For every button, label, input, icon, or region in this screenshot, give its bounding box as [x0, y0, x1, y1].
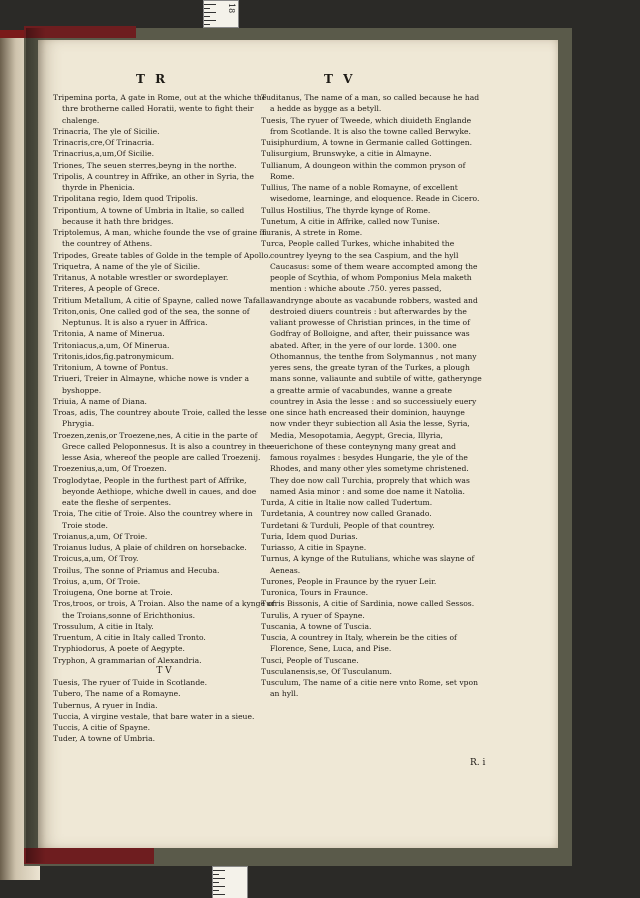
dictionary-entry: Turia, Idem quod Durias.	[261, 531, 358, 541]
dictionary-entry: Triteres, A people of Grece.	[53, 284, 160, 294]
ruler-tick	[213, 870, 225, 871]
dictionary-entry: Tryphon, A grammarian of Alexandria.	[53, 655, 202, 665]
ruler-tick	[213, 890, 219, 891]
dictionary-entry: Turda, A citie in Italie now called Tudertum.	[261, 498, 433, 507]
ruler-tick	[213, 882, 219, 883]
dictionary-entry: Trinacria, The yle of Sicilie.	[53, 126, 160, 136]
dictionary-entry: Troiugena, One borne at Troie.	[53, 588, 173, 597]
ruler-tick	[204, 4, 216, 5]
dictionary-entry: Trinacris,cre,Of Trinacria.	[53, 138, 155, 147]
ruler-tick	[204, 24, 210, 25]
ruler-tick	[204, 12, 216, 13]
dictionary-entry: Tritoniacus,a,um, Of Minerua.	[53, 340, 170, 350]
dictionary-entry: Tryphiodorus, A poete of Aegypte.	[53, 644, 185, 654]
ruler-tick	[213, 894, 225, 895]
gutter-shadow	[26, 28, 46, 863]
dictionary-entry: Tripolitana regio, Idem quod Tripolis.	[53, 194, 198, 204]
dictionary-entry: Tuesis, The ryuer of Tuide in Scotlande.	[53, 678, 208, 687]
dictionary-entry: Tripontium, A towne of Umbria in Italie, so called because it hath thre bridges.	[53, 205, 245, 226]
dictionary-entry: Tusculum, The name of a citie nere vnto Rome, set vpon an hyll.	[261, 678, 478, 699]
dictionary-entry: Troglodytae, People in the furthest part of Affrike, beyonde Aethiope, whiche dwell in caues, and doe eate the fleshe of serpentes.	[53, 475, 257, 507]
signature-mark: R. i	[470, 758, 486, 768]
ruler-tick	[213, 874, 219, 875]
dictionary-entry: Tullius, The name of a noble Romayne, of excellent wisedome, learninge, and eloquence. Reade in Cicero.	[261, 183, 480, 204]
dictionary-entry: Tullus Hostilius, The thyrde kynge of Rome.	[261, 205, 431, 215]
dictionary-entry: Triueri, Treier in Almayne, whiche nowe is vnder a byshoppe.	[53, 374, 250, 395]
dictionary-entry: Troianus,a,um, Of Troie.	[53, 531, 148, 541]
running-head-right: T V	[324, 72, 356, 86]
dictionary-entry: Tuesis, The ryuer of Tweede, which diuideth Englande from Scotlande. It is also the towne called Berwyke.	[261, 115, 472, 136]
dictionary-entry: Turulis, A ryuer of Spayne.	[261, 610, 365, 620]
dictionary-entry: Troicus,a,um, Of Troy.	[53, 554, 139, 564]
dictionary-entry: Turiasso, A citie in Spayne.	[261, 543, 367, 552]
dictionary-entry: Tunetum, A citie in Affrike, called now Tunise.	[261, 216, 440, 226]
dictionary-entry: Triptolemus, A man, whiche founde the vse of graine in the countrey of Athens.	[53, 228, 267, 249]
dictionary-entry: Tubero, The name of a Romayne.	[53, 689, 181, 699]
dictionary-entry: Turca, People called Turkes, whiche inhabited the countrey lyeyng to the sea Caspium, and the hyll Caucasus: some of them weare accompted among the people of Scythia, of whom Pomponius Mela maketh mention : whiche aboute .750. yeres passed, wandrynge aboute as vacabunde robbers, wasted and destroied diuers countreis : but afterwardes by the valiant prowesse of Christian princes, in the time of Godfray of Bolloigne, and after, their puissance was abated. After, in the yere of our lorde. 1300. one Othomannus, the tenthe from Solymannus , not many yeres sens, the greate tyran of the Turkes, a plough mans sonne, valiaunte and subtile of witte, gatherynge a greatte armie of vacabundes, wanne a greate countrey in Asia the lesse : and so successiuely euery one since hath encreased their dominion, hauynge now vnder theyr subiection all Asia the lesse, Syria, Media, Mesopotamia, Aegypt, Grecia, Illyria, euerichone of these conteynyng many great and famous royalmes : besydes Hungarie, the yle of the Rhodes, and many other yles sometyme christened. They doe now call Turchia, proprely that which was named Asia minor : and some doe name it Natolia.	[261, 239, 482, 496]
running-head-left: T R	[136, 72, 169, 86]
dictionary-entry: Tripolis, A countrey in Affrike, an other in Syria, the thyrde in Phenicia.	[53, 171, 254, 192]
dictionary-entry: Truentum, A citie in Italy called Tronto.	[53, 633, 206, 642]
dictionary-entry: Tuditanus, The name of a man, so called because he had a hedde as bygge as a betyll.	[261, 93, 480, 114]
dictionary-entry: Turanis, A strete in Rome.	[261, 228, 363, 237]
scale-ruler-bottom	[212, 866, 248, 898]
dictionary-entry: Turonica, Tours in Fraunce.	[261, 588, 369, 597]
right-column	[261, 92, 483, 700]
ruler-tick	[204, 8, 210, 9]
dictionary-entry: Troas, adis, The countrey aboute Troie, called the lesse Phrygia.	[53, 408, 267, 429]
dictionary-entry: Triquetra, A name of the yle of Sicilie.	[53, 261, 200, 271]
dictionary-entry: Tros,troos, or trois, A Troian. Also the name of a kynge of the Troians,sonne of Erichthonius.	[53, 599, 275, 620]
dictionary-entry: Tuccis, A citie of Spayne.	[53, 723, 151, 732]
dictionary-entry: Tullianum, A doungeon within the common pryson of Rome.	[261, 160, 466, 181]
ruler-tick	[213, 878, 225, 879]
dictionary-entry: Turdetania, A countrey now called Granado.	[261, 509, 432, 519]
dictionary-entry: Troius, a,um, Of Troie.	[53, 576, 141, 586]
dictionary-entry: Tubernus, A ryuer in India.	[53, 700, 158, 710]
dictionary-entry: Tripodes, Greate tables of Golde in the temple of Apollo.	[53, 250, 271, 260]
dictionary-entry: Tripemina porta, A gate in Rome, out at the whiche the thre brotherne called Horatii, wente to fight their chalenge.	[53, 93, 267, 125]
dictionary-entry: Triuia, A name of Diana.	[53, 396, 147, 406]
ruler-number: 18	[227, 3, 236, 14]
dictionary-entry: Tritonia, A name of Minerua.	[53, 329, 165, 339]
dictionary-entry: Turones, People in Fraunce by the ryuer Leir.	[261, 576, 437, 586]
dictionary-entry: Triones, The seuen sterres,beyng in the northe.	[53, 160, 237, 170]
dictionary-entry: Turnus, A kynge of the Rutulians, whiche was slayne of Aeneas.	[261, 554, 475, 575]
dictionary-entry: Trinacrius,a,um,Of Sicilie.	[53, 149, 155, 159]
dictionary-entry: Tulisurgium, Brunswyke, a citie in Almayne.	[261, 149, 432, 159]
dictionary-entry: Turris Bissonis, A citie of Sardinia, nowe called Sessos.	[261, 599, 475, 609]
dictionary-entry: Tritonis,idos,fig.patronymicum.	[53, 351, 175, 361]
dictionary-entry: Tuder, A towne of Umbria.	[53, 734, 156, 744]
dictionary-entry: Troilus, The sonne of Priamus and Hecuba.	[53, 565, 220, 575]
dictionary-entry: Tritium Metallum, A citie of Spayne, called nowe Tafalla.	[53, 295, 273, 305]
dictionary-entry: Tuscania, A towne of Tuscia.	[261, 621, 372, 631]
dictionary-entry: Tritanus, A notable wrestler or swordeplayer.	[53, 273, 229, 282]
dictionary-entry: Troezenius,a,um, Of Troezen.	[53, 464, 167, 474]
dictionary-entry: Tusculanensis,se, Of Tusculanum.	[261, 666, 392, 676]
ruler-tick	[213, 886, 225, 887]
section-heading: T V	[156, 665, 172, 676]
ruler-tick	[204, 20, 216, 21]
dictionary-entry: Triton,onis, One called god of the sea, the sonne of Neptunus. It is also a ryuer in Affrica.	[53, 306, 250, 327]
dictionary-entry: Tritonium, A towne of Pontus.	[53, 363, 169, 372]
dictionary-entry: Tuisiphurdium, A towne in Germanie called Gottingen.	[261, 138, 473, 147]
dictionary-entry: Troianus ludus, A plaie of children on horsebacke.	[53, 543, 247, 552]
dictionary-entry: Turdetani & Turduli, People of that countrey.	[261, 520, 435, 530]
left-column	[53, 92, 275, 745]
dictionary-entry: Tusci, People of Tuscane.	[261, 655, 359, 665]
dictionary-entry: Troia, The citie of Troie. Also the countrey where in Troie stode.	[53, 509, 253, 530]
dictionary-entry: Tuccia, A virgine vestale, that bare water in a sieue.	[53, 711, 255, 721]
dictionary-entry: Troezen,zenis,or Troezene,nes, A citie in the parte of Grece called Peloponnesus. It is also a countrey in the lesse Asia, whereof the people are called Troezenij.	[53, 430, 271, 462]
scale-ruler-top	[203, 0, 239, 28]
ruler-tick	[204, 16, 210, 17]
dictionary-entry: Trossulum, A citie in Italy.	[53, 621, 154, 631]
dictionary-entry: Tuscia, A countrey in Italy, wherein be the cities of Florence, Sene, Luca, and Pise.	[261, 633, 457, 654]
